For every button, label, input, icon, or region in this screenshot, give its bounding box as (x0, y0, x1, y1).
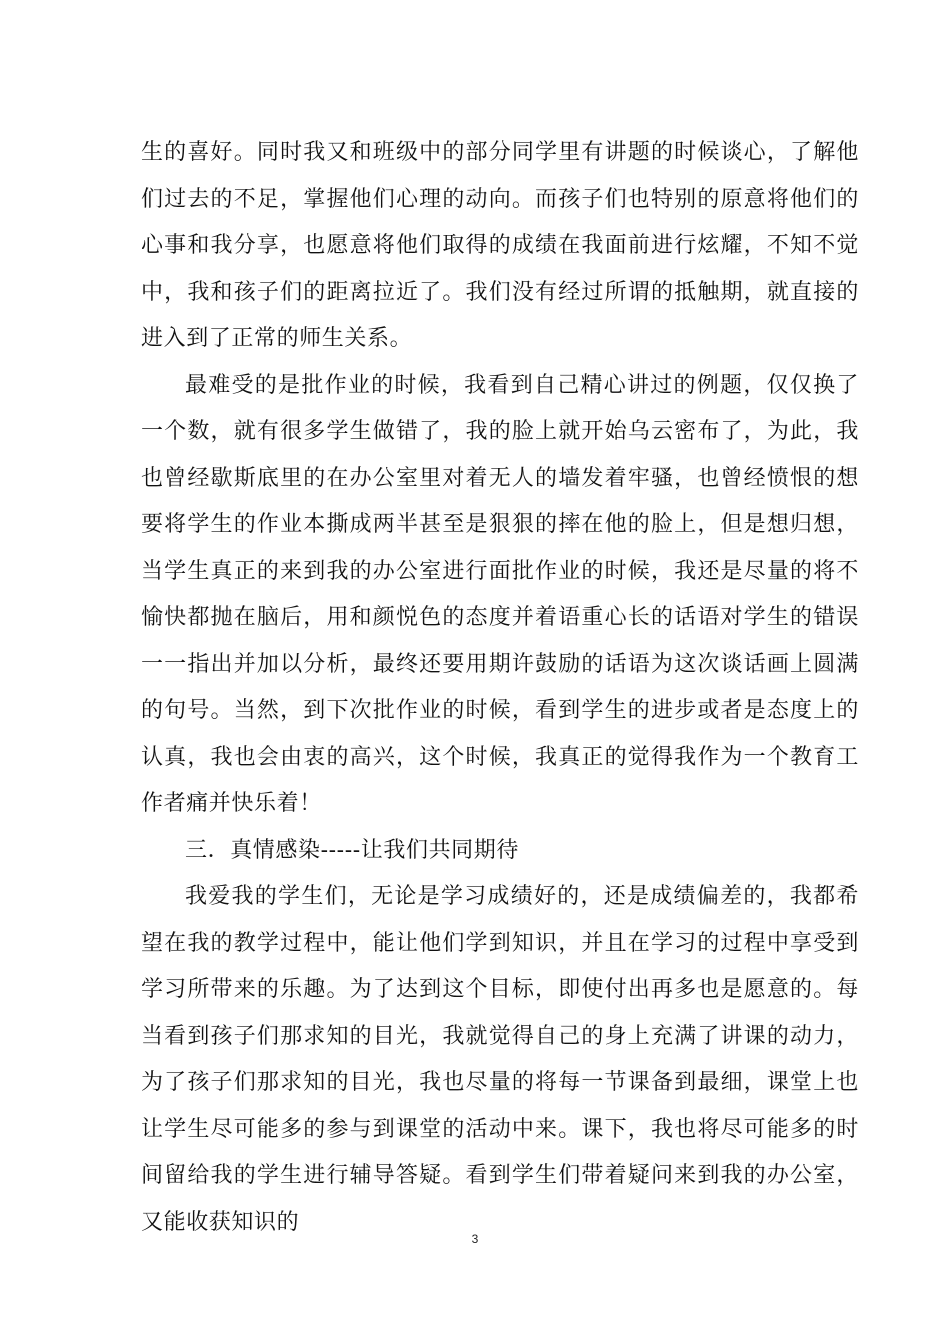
paragraph-3: 我爱我的学生们，无论是学习成绩好的，还是成绩偏差的，我都希望在我的教学过程中，能让他们学到知识，并且在学习的过程中享受到学习所带来的乐趣。为了达到这个目标，即使付出再多也是愿意的。每当看到孩子们那求知的目光，我就觉得自己的身上充满了讲课的动力，为了孩子们那求知的目光，我也尽量的将每一节课备到最细，课堂上也让学生尽可能多的参与到课堂的活动中来。课下，我也将尽可能多的时间留给我的学生进行辅导答疑。看到学生们带着疑问来到我的办公室，又能收获知识的 (141, 884, 859, 1235)
paragraph-1: 生的喜好。同时我又和班级中的部分同学里有讲题的时候谈心，了解他们过去的不足，掌握他们心理的动向。而孩子们也特别的原意将他们的心事和我分享，也愿意将他们取得的成绩在我面前进行炫耀，不知不觉中，我和孩子们的距离拉近了。我们没有经过所谓的抵触期，就直接的进入到了正常的师生关系。 (141, 140, 859, 351)
section-heading: 三．真情感染-----让我们共同期待 (185, 837, 519, 863)
body-text (141, 130, 859, 1246)
page-number: 3 (471, 1232, 479, 1246)
paragraph-2: 最难受的是批作业的时候，我看到自己精心讲过的例题，仅仅换了一个数，就有很多学生做错了，我的脸上就开始乌云密布了，为此，我也曾经歇斯底里的在办公室里对着无人的墙发着牢骚，也曾经愤恨的想要将学生的作业本撕成两半甚至是狠狠的摔在他的脸上，但是想归想，当学生真正的来到我的办公室进行面批作业的时候，我还是尽量的将不愉快都抛在脑后，用和颜悦色的态度并着语重心长的话语对学生的错误一一指出并加以分析，最终还要用期许鼓励的话语为这次谈话画上圆满的句号。当然，到下次批作业的时候，看到学生的进步或者是态度上的认真，我也会由衷的高兴，这个时候，我真正的觉得我作为一个教育工作者痛并快乐着！ (141, 372, 859, 816)
